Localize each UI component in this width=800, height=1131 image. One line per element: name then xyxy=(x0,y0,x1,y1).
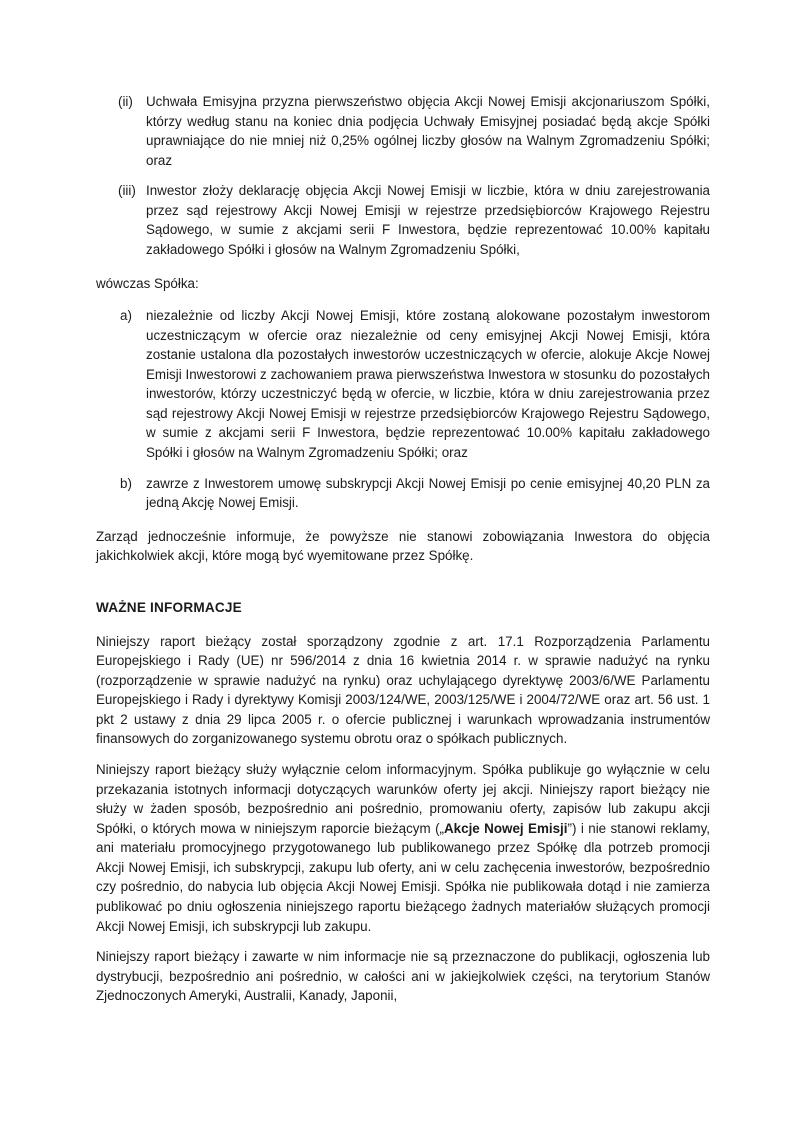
list-item-iii xyxy=(118,181,710,259)
section-heading: WAŻNE INFORMACJE xyxy=(96,599,242,615)
list-item-text: zawrze z Inwestorem umowę subskrypcji Akcji Nowej Emisji po cenie emisyjnej 40,20 PLN za jedną Akcję Nowej Emisji. xyxy=(146,475,710,511)
list-item-label: (iii) xyxy=(118,183,136,199)
list-item-b xyxy=(120,474,710,513)
text-segment-bold: Akcje Nowej Emisji xyxy=(444,820,568,836)
list-item-label: (ii) xyxy=(118,94,133,109)
list-item-label: b) xyxy=(120,475,132,491)
paragraph-legal-basis: Niniejszy raport bieżący został sporządzony zgodnie z art. 17.1 Rozporządzenia Parlamentu Europejskiego i Rady (UE) nr 596/2014 z dnia 16 kwietnia 2014 r. w sprawie nadużyć na rynku (rozporządzenie w sprawie nadużyć na rynku) oraz uchylającego dyrektywę 2003/6/WE Parlamentu Europejskiego i Rady i dyrektywy Komisji 2003/124/WE, 2003/125/WE i 2004/72/WE oraz art. 56 ust. 1 pkt 2 ustawy z dnia 29 lipca 2005 r. o ofercie publicznej i warunkach wprowadzania instrumentów finansowych do zorganizowanego systemu obrotu oraz o spółkach publicznych. xyxy=(96,633,710,747)
list-item-label: a) xyxy=(120,308,132,324)
list-item-text: Uchwała Emisyjna przyzna pierwszeństwo objęcia Akcji Nowej Emisji akcjonariuszom Spółki, którzy według stanu na koniec dnia podjęcia Uchwały Emisyjnej posiadać będą akcje Spółki uprawniające do nie mniej niż 0,25% ogólnej liczby głosów na Walnym Zgromadzeniu Spółki; oraz xyxy=(146,94,710,168)
list-item-a xyxy=(120,306,710,463)
paragraph-disclaimer-info xyxy=(96,760,710,936)
paragraph-distribution-note: Niniejszy raport bieżący i zawarte w nim informacje nie są przeznaczone do publikacji, ogłoszenia lub dystrybucji, bezpośrednio ani pośrednio, w całości ani w jakiejkolwiek części, na terytorium Stanów Zjednoczonych Ameryki, Australii, Kanady, Japonii, xyxy=(96,949,710,1004)
paragraph-board-note: Zarząd jednocześnie informuje, że powyższe nie stanowi zobowiązania Inwestora do objęcia jakichkolwiek akcji, które mogą być wyemitowane przez Spółkę. xyxy=(96,528,710,564)
list-item-text: Inwestor złoży deklarację objęcia Akcji Nowej Emisji w liczbie, która w dniu zarejestrowania przez sąd rejestrowy Akcji Nowej Emisji w rejestrze przedsiębiorców Krajowego Rejestru Sądowego, w sumie z akcjami serii F Inwestora, będzie reprezentować 10.00% kapitału zakładowego Spółki i głosów na Walnym Zgromadzeniu Spółki, xyxy=(146,183,710,257)
text-segment: ”) i nie stanowi reklamy, ani materiału promocyjnego przygotowanego lub publikowanego przez Spółkę dla potrzeb promocji Akcji Nowej Emisji, ich subskrypcji, zakupu lub oferty, ani w celu zachęcenia inwestorów, bezpośrednio czy pośrednio, do nabycia lub objęcia Akcji Nowej Emisji. Spółka nie publikowała dotąd i nie zamierza publikować po dniu ogłoszenia niniejszego raportu bieżącego żadnych materiałów służących promocji Akcji Nowej Emisji, ich subskrypcji lub zakupu. xyxy=(96,820,710,934)
intro-line: wówczas Spółka: xyxy=(96,275,199,291)
text-segment: Niniejszy raport bieżący służy wyłącznie celom informacyjnym. Spółka publikuje go wyłącznie w celu przekazania istotnych informacji dotyczących warunków oferty jej akcji. Niniejszy raport bieżący nie służy w żaden sposób, bezpośrednio ani pośrednio, promowaniu oferty, zapisów lub zakupu akcji Spółki, o których mowa w niniejszym raporcie bieżącym („ xyxy=(96,762,710,836)
list-item-ii xyxy=(118,92,710,170)
list-item-text: niezależnie od liczby Akcji Nowej Emisji, które zostaną alokowane pozostałym inwestorom uczestniczącym w ofercie oraz niezależnie od ceny emisyjnej Akcji Nowej Emisji, która zostanie ustalona dla pozostałych inwestorów uczestniczących w ofercie, alokuje Akcje Nowej Emisji Inwestorowi z zachowaniem prawa pierwszeństwa Inwestora w stosunku do pozostałych inwestorów, którzy uczestniczyć będą w ofercie, w liczbie, która w dniu zarejestrowania przez sąd rejestrowy Akcji Nowej Emisji w rejestrze przedsiębiorców Krajowego Rejestru Sądowego, w sumie z akcjami serii F Inwestora, będzie reprezentować 10.00% kapitału zakładowego Spółki i głosów na Walnym Zgromadzeniu Spółki; oraz xyxy=(146,308,710,460)
